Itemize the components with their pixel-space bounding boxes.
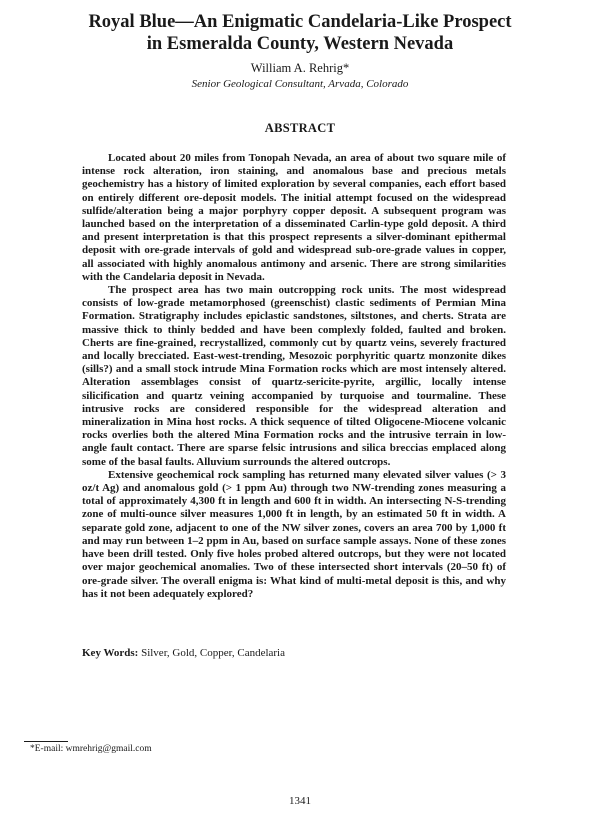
keywords-list: Silver, Gold, Copper, Candelaria: [138, 647, 285, 659]
abstract-paragraph-1: Located about 20 miles from Tonopah Nevada, an area of about two square mile of intense rock alteration, iron staining, and anomalous base and precious metals geochemistry has a history of limited exploration by several companies, each effort based on entirely different ore-deposit models. The initial attempt focused on the widespread sulfide/alteration being a major porphyry copper deposit. A subsequent program was launched based on the interpretation of a disseminated Carlin-type gold deposit. A third and present interpretation is that this prospect represents a silver-dominant epithermal deposit with ore-grade intervals of gold and widespread sub-ore-grade values in copper, all associated with highly anomalous antimony and arsenic. There are strong similarities with the Candelaria deposit in Nevada.: [82, 152, 506, 283]
keywords: [82, 646, 522, 660]
abstract-paragraph-3: Extensive geochemical rock sampling has returned many elevated silver values (> 3 oz/t Ag) and anomalous gold (> 1 ppm Au) through two NW-trending zones measuring a total of approximately 4,300 ft in length and 600 ft in width. An intersecting N-S-trending zone of multi-ounce silver measures 1,000 ft in length, by an estimated 50 ft in width. A separate gold zone, adjacent to one of the NW silver zones, covers an area 700 by 1,000 ft and may run between 1–2 ppm in Au, based on surface sample assays. None of these zones have been drill tested. Only five holes probed altered outcrops, but they were not located over major geochemical anomalies. Two of these intersected short intervals (20–50 ft) of ore-grade silver. The overall enigma is: What kind of multi-metal deposit is this, and why has it not been adequately explored?: [82, 468, 506, 600]
keywords-label: Key Words:: [82, 647, 139, 659]
title-line-2: in Esmeralda County, Western Nevada: [146, 34, 454, 54]
abstract-heading: ABSTRACT: [264, 121, 336, 135]
footnote-divider: [24, 741, 68, 742]
page-number: 1341: [289, 795, 311, 807]
footnote-email: *E-mail: wmrehrig@gmail.com: [30, 744, 152, 754]
author-name: William A. Rehrig*: [250, 61, 350, 75]
abstract-body: [82, 152, 506, 601]
author-affiliation: Senior Geological Consultant, Arvada, Colorado: [191, 78, 409, 90]
title-line-1: Royal Blue—An Enigmatic Candelaria-Like Prospect: [88, 12, 512, 32]
abstract-paragraph-2: The prospect area has two main outcropping rock units. The most widespread consists of low-grade metamorphosed (greenschist) clastic sediments of Permian Mina Formation. Stratigraphy includes epiclastic sandstones, siltstones, and cherts. Strata are massive thick to thinly bedded and have been complexly folded, faulted and broken. Cherts are fine-grained, recrystallized, commonly cut by quartz veins, severely fractured and locally brecciated. East-west-trending, Mesozoic porphyritic quartz monzonite dikes (sills?) and a small stock intrude Mina Formation rocks which are most intensely altered. Alteration assemblages consist of quartz-sericite-pyrite, argillic, locally intense silicification and quartz veining accompanied by turquoise and tourmaline. These intrusive rocks are considered responsible for the widespread alteration and mineralization in Mina host rocks. A thick sequence of tilted Oligocene-Miocene volcanic rocks overlies both the altered Mina Formation rocks and the intrusive terrain in low-angle fault contact. There are sparse felsic intrusions and silica breccias emplaced along some of the basal faults. Alluvium surrounds the altered outcrops.: [82, 284, 506, 468]
paper-title: [60, 11, 540, 55]
